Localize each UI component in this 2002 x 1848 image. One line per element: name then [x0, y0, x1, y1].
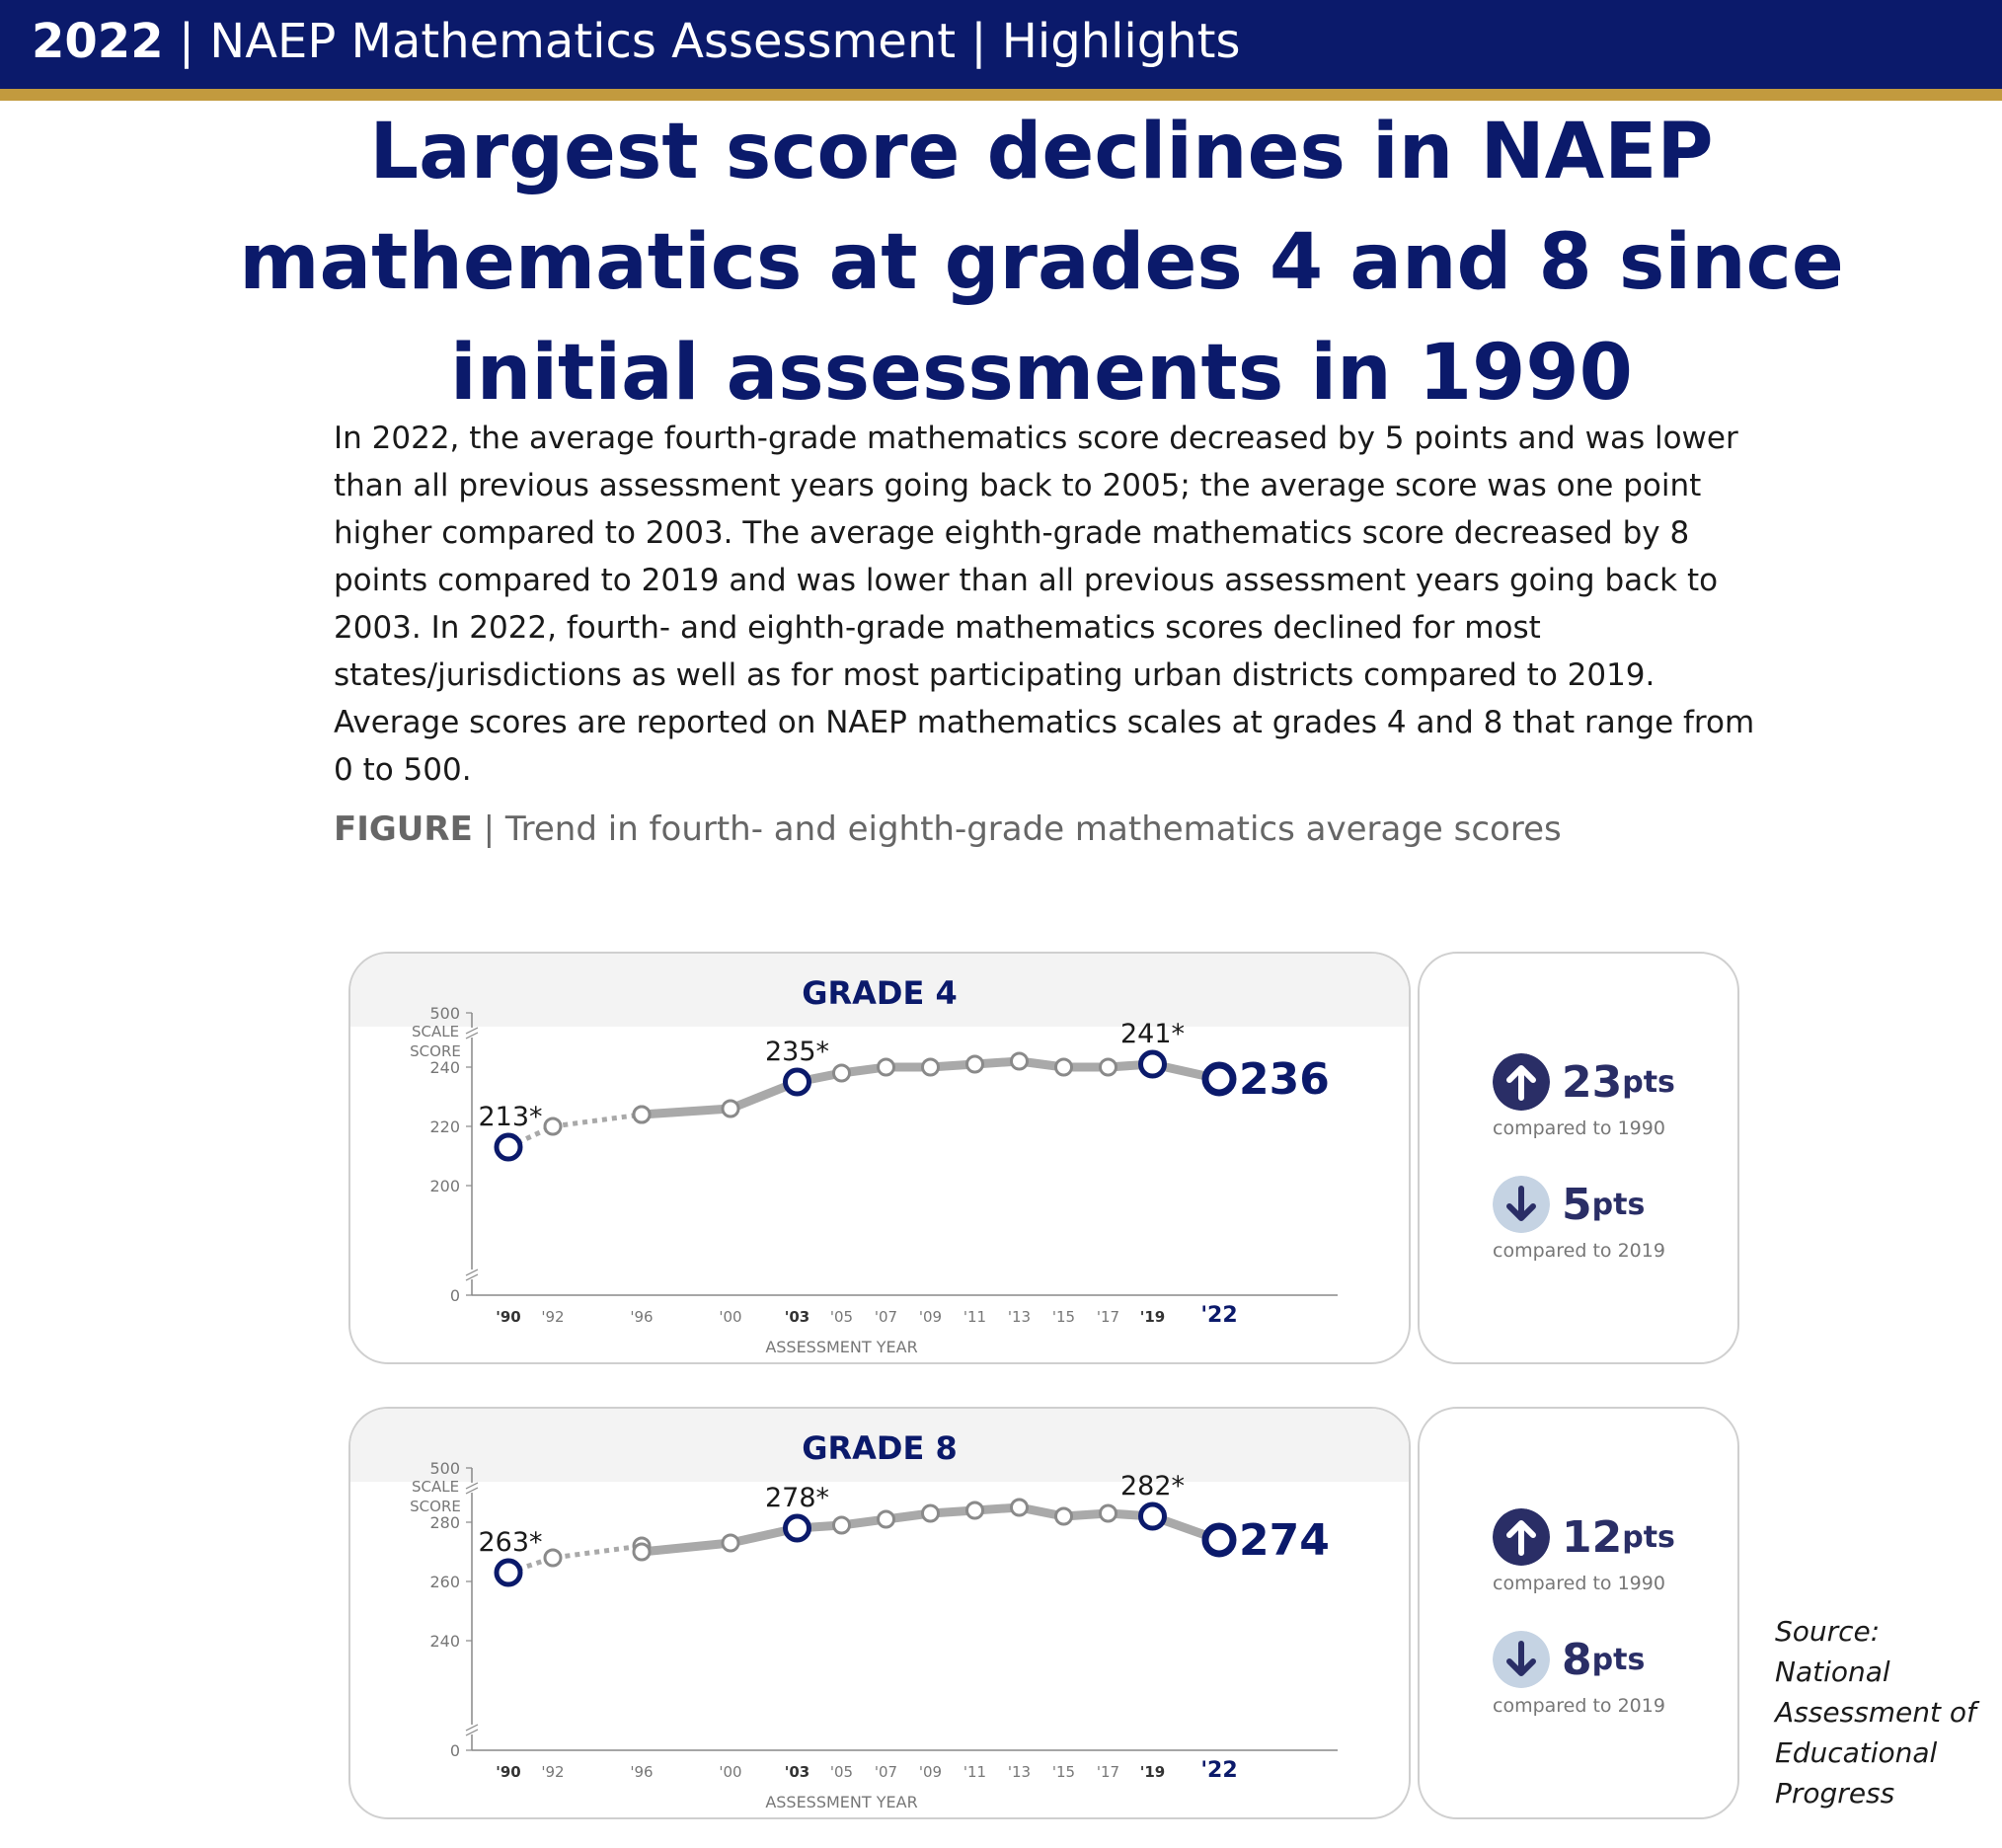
y-tick-label: 220: [429, 1117, 460, 1136]
x-tick-label: '11: [962, 1308, 987, 1326]
data-point: [1101, 1059, 1116, 1075]
grade8-stat-unit: pts: [1622, 1519, 1675, 1555]
x-tick-label: '00: [719, 1308, 742, 1326]
grade4-stat-compare: compared to 2019: [1493, 1240, 1665, 1262]
data-point-highlight: [1205, 1526, 1233, 1554]
x-tick-label: '22: [1200, 1303, 1238, 1328]
grade4-stats-box: [1418, 952, 1739, 1364]
x-tick-label: '05: [829, 1308, 854, 1326]
x-tick-label: '96: [630, 1763, 654, 1781]
y-tick-label: 260: [429, 1573, 460, 1591]
data-label: 278*: [764, 1483, 830, 1513]
x-tick-label: '19: [1139, 1308, 1166, 1326]
data-point: [634, 1107, 650, 1122]
intro-paragraph: In 2022, the average fourth-grade mathematics score decreased by 5 points and was lower than all previous assessment years going back to 2005; the average score was one point higher compared to 2003. The average eighth-grade mathematics score decreased by 8 points compared to 2019 and was lower than all previous assessment years going back to 2003. In 2022, fourth- and eighth-grade mathematics scores declined for most states/jurisdictions as well as for most participating urban districts compared to 2019. Average scores are reported on NAEP mathematics scales at grades 4 and 8 that range from 0 to 500.: [334, 421, 1755, 788]
grade8-stats-box: [1418, 1407, 1739, 1819]
x-tick-label: '15: [1051, 1308, 1076, 1326]
grade4-chart-panel: [348, 952, 1411, 1364]
data-point: [1012, 1500, 1028, 1515]
x-tick-label: '92: [541, 1308, 565, 1326]
y-axis-label: SCALE: [411, 1023, 460, 1040]
banner-subtitle: | NAEP Mathematics Assessment | Highlights: [163, 14, 1241, 69]
data-point: [967, 1502, 983, 1518]
y-tick-label: 240: [429, 1632, 460, 1651]
grade4-stat-vs-2019: [1493, 1175, 1665, 1262]
x-tick-label: '03: [784, 1763, 810, 1781]
x-tick-label: '07: [874, 1763, 898, 1781]
y-axis-label: SCORE: [410, 1042, 461, 1060]
data-point: [879, 1511, 894, 1527]
grade8-chart-title: GRADE 8: [350, 1409, 1409, 1482]
y-tick-label: 200: [429, 1177, 460, 1195]
x-tick-label: '90: [496, 1308, 521, 1326]
data-label: 282*: [1119, 1471, 1186, 1502]
data-point-highlight: [1141, 1052, 1165, 1076]
data-point-highlight: [786, 1070, 809, 1094]
grade8-stat-vs-1990: [1493, 1507, 1675, 1594]
data-point-highlight: [497, 1135, 520, 1159]
grade4-chart-title: GRADE 4: [350, 954, 1409, 1027]
data-point: [834, 1065, 850, 1081]
grade4-stat-unit: pts: [1622, 1064, 1675, 1100]
x-tick-label: '03: [784, 1308, 810, 1326]
x-tick-label: '92: [541, 1763, 565, 1781]
data-point: [1101, 1505, 1116, 1521]
figure-label: FIGURE: [334, 809, 473, 849]
data-point: [634, 1544, 650, 1560]
data-label: 263*: [478, 1527, 543, 1558]
data-point: [723, 1101, 738, 1116]
y-tick-label: 240: [429, 1058, 460, 1077]
grade8-stat-compare: compared to 1990: [1493, 1573, 1665, 1594]
x-tick-label: '07: [874, 1308, 898, 1326]
data-point: [723, 1535, 738, 1551]
x-tick-label: '13: [1007, 1308, 1032, 1326]
x-tick-label: '19: [1139, 1763, 1166, 1781]
data-point: [923, 1059, 939, 1075]
arrow-down-icon: [1493, 1631, 1550, 1688]
figure-caption-text: Trend in fourth- and eighth-grade mathematics average scores: [504, 809, 1562, 849]
grade4-chart: [350, 954, 1409, 1362]
data-point: [545, 1118, 561, 1134]
data-point: [879, 1059, 894, 1075]
grade4-stat-compare: compared to 1990: [1493, 1117, 1665, 1139]
x-tick-label: '00: [719, 1763, 742, 1781]
page-title: Largest score declines in NAEP mathematics at grades 4 and 8 since initial assessments in 1990: [239, 108, 1844, 418]
grade8-stat-vs-2019: [1493, 1630, 1665, 1717]
x-tick-label: '13: [1007, 1763, 1032, 1781]
data-label: 236: [1239, 1054, 1330, 1105]
arrow-down-icon: [1493, 1176, 1550, 1233]
x-tick-label: '96: [630, 1308, 654, 1326]
data-label: 274: [1239, 1515, 1330, 1566]
y-tick-label: 500: [429, 1004, 460, 1023]
y-tick-label: 500: [429, 1459, 460, 1478]
x-tick-label: '17: [1096, 1763, 1120, 1781]
grade8-stat-compare: compared to 2019: [1493, 1695, 1665, 1717]
data-point-highlight: [1205, 1065, 1233, 1093]
grade4-stat-vs-1990: [1493, 1052, 1675, 1139]
data-point: [1056, 1059, 1072, 1075]
figure-sep: |: [472, 809, 505, 849]
y-axis-label: SCALE: [411, 1478, 460, 1496]
banner-year: 2022: [32, 14, 164, 69]
grade8-chart-panel: [348, 1407, 1411, 1819]
grade8-stat-value: 12: [1562, 1511, 1623, 1563]
top-banner: [0, 0, 2002, 101]
grade4-stat-value: 5: [1562, 1179, 1592, 1230]
grade8-stat-value: 8: [1562, 1634, 1592, 1685]
data-label: 241*: [1119, 1019, 1186, 1049]
data-point-highlight: [497, 1561, 520, 1584]
arrow-up-icon: [1493, 1508, 1550, 1566]
banner-text: [32, 14, 1240, 69]
grade4-stat-value: 23: [1562, 1056, 1623, 1108]
grade4-stat-unit: pts: [1591, 1187, 1646, 1222]
arrow-up-icon: [1493, 1053, 1550, 1111]
x-tick-label: '15: [1051, 1763, 1076, 1781]
x-axis-label: ASSESSMENT YEAR: [765, 1338, 918, 1356]
grade8-chart: [350, 1409, 1409, 1817]
y-axis-label: SCORE: [410, 1498, 461, 1515]
x-tick-label: '09: [918, 1763, 943, 1781]
x-tick-label: '09: [918, 1308, 943, 1326]
data-point: [545, 1550, 561, 1566]
x-axis-label: ASSESSMENT YEAR: [765, 1793, 918, 1811]
source-note: Source: National Assessment of Educational Progress: [1775, 1615, 1976, 1810]
grade8-stat-unit: pts: [1591, 1642, 1646, 1677]
x-tick-label: '11: [962, 1763, 987, 1781]
data-point: [834, 1517, 850, 1533]
data-point: [1056, 1508, 1072, 1524]
data-point: [923, 1505, 939, 1521]
data-point-highlight: [1141, 1504, 1165, 1528]
y-tick-label: 0: [449, 1741, 460, 1760]
y-tick-label: 0: [449, 1286, 460, 1305]
figure-caption: [334, 809, 1562, 849]
data-point-highlight: [786, 1516, 809, 1540]
x-tick-label: '05: [829, 1763, 854, 1781]
y-tick-label: 280: [429, 1513, 460, 1532]
x-tick-label: '22: [1200, 1758, 1238, 1783]
data-point: [1012, 1053, 1028, 1069]
x-tick-label: '17: [1096, 1308, 1120, 1326]
data-point: [967, 1056, 983, 1072]
x-tick-label: '90: [496, 1763, 521, 1781]
data-label: 213*: [478, 1102, 543, 1132]
data-label: 235*: [764, 1037, 830, 1067]
